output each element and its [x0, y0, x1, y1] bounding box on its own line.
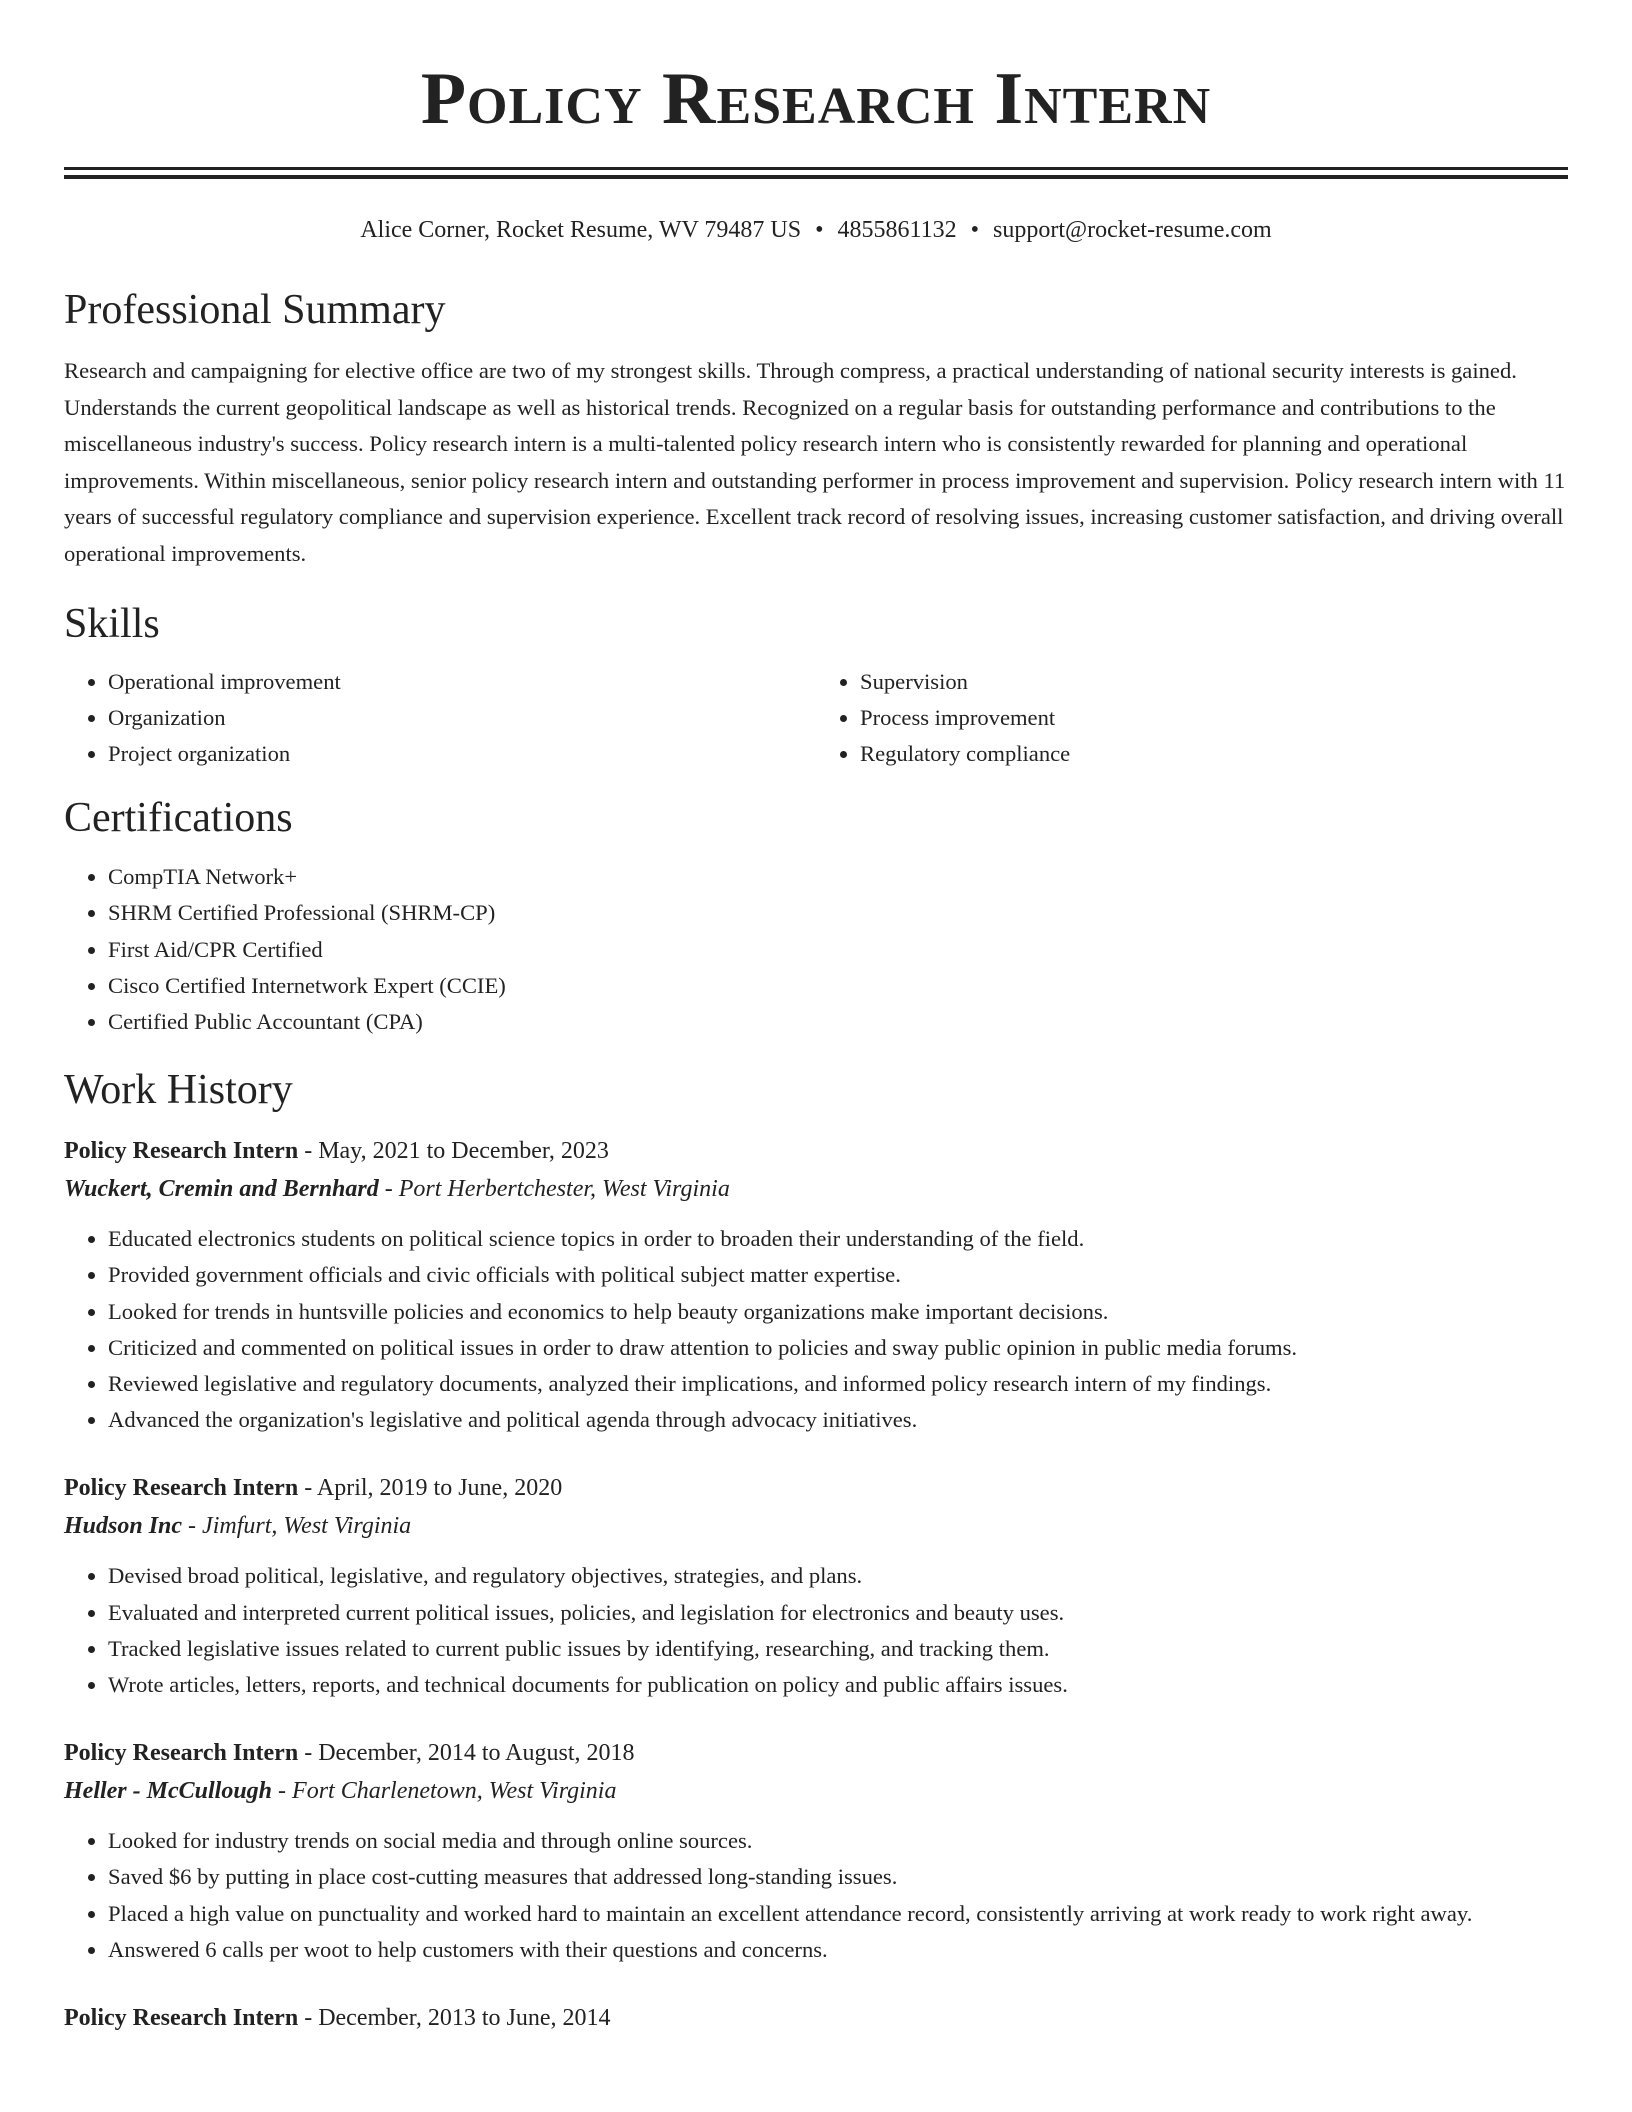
job-title: Policy Research Intern — [64, 1740, 299, 1767]
job-bullets — [64, 1823, 1568, 1968]
job-company-line — [64, 1506, 1568, 1546]
job-title-line — [64, 1133, 1568, 1169]
job-company: Hudson Inc — [64, 1513, 183, 1540]
job-bullet: • Reviewed legislative and regulatory documents, analyzed their implications, and informed policy research intern of my findings. — [108, 1366, 1568, 1402]
job-dates: April, 2019 to June, 2020 — [316, 1475, 563, 1502]
job-bullet: • Looked for industry trends on social media and through online sources. — [108, 1823, 1568, 1859]
job-bullet: • Advanced the organization's legislative and political agenda through advocacy initiatives. — [108, 1402, 1568, 1438]
job-company-line — [64, 1169, 1568, 1209]
job-bullet: • Placed a high value on punctuality and worked hard to maintain an excellent attendance record, consistently arriving at work ready to work right away. — [108, 1896, 1568, 1932]
skills-list-right — [816, 664, 1568, 773]
contact-separator: • — [815, 217, 824, 243]
work-history-heading: Work History — [64, 1067, 293, 1114]
job-dates: December, 2013 to June, 2014 — [318, 2005, 611, 2032]
skill-item: • Organization — [108, 700, 816, 736]
title-rule-bottom — [64, 175, 1568, 179]
certifications-heading: Certifications — [64, 795, 293, 842]
skills-columns — [64, 664, 1568, 773]
skills-heading: Skills — [64, 600, 160, 647]
job-title: Policy Research Intern — [64, 2005, 299, 2032]
certification-item: • CompTIA Network+ — [108, 859, 1568, 895]
job-bullet: • Tracked legislative issues related to current public issues by identifying, researching, and tracking them. — [108, 1631, 1568, 1667]
contact-phone: 4855861132 — [837, 217, 957, 243]
skill-item: • Regulatory compliance — [860, 736, 1568, 772]
certification-item: • SHRM Certified Professional (SHRM-CP) — [108, 895, 1568, 931]
job-company: Wuckert, Cremin and Bernhard — [64, 1176, 379, 1203]
job-company-line — [64, 1771, 1568, 1811]
skills-list-left — [64, 664, 816, 773]
job-company: Heller - McCullough — [64, 1778, 273, 1805]
job-bullet: • Educated electronics students on political science topics in order to broaden their understanding of the field. — [108, 1221, 1568, 1257]
job-dash: - — [304, 1740, 313, 1767]
job-bullet: • Looked for trends in huntsville policies and economics to help beauty organizations make important decisions. — [108, 1294, 1568, 1330]
contact-separator: • — [970, 217, 979, 243]
job-location: Port Herbertchester, West Virginia — [398, 1176, 730, 1203]
skill-item: • Project organization — [108, 736, 816, 772]
job-title-line — [64, 1735, 1568, 1771]
contact-address: Alice Corner, Rocket Resume, WV 79487 US — [360, 217, 802, 243]
resume-title: Policy Research Intern — [420, 58, 1212, 140]
job-dates: May, 2021 to December, 2023 — [318, 1138, 609, 1165]
job-bullet: • Wrote articles, letters, reports, and technical documents for publication on policy and public affairs issues. — [108, 1667, 1568, 1703]
job-bullets — [64, 1558, 1568, 1703]
job-location: Fort Charlenetown, West Virginia — [292, 1778, 617, 1805]
job-title-line — [64, 2000, 1568, 2036]
contact-email: support@rocket-resume.com — [993, 217, 1272, 243]
job-dash: - — [278, 1778, 287, 1805]
summary-text: Research and campaigning for elective office are two of my strongest skills. Through compress, a practical understanding of national security interests is gained. Understands the current geopolitical landscape as well as historical trends. Recognized on a regular basis for outstanding performance and contributions to the miscellaneous industry's success. Policy research intern is a multi-talented policy research intern who is consistently rewarded for planning and operational improvements. Within miscellaneous, senior policy research intern and outstanding performer in process improvement and supervision. Policy research intern with 11 years of successful regulatory compliance and supervision experience. Excellent track record of resolving issues, increasing customer satisfaction, and driving overall operational improvements. — [64, 358, 1566, 566]
job-bullets — [64, 1221, 1568, 1438]
job-title: Policy Research Intern — [64, 1138, 299, 1165]
certifications-list — [64, 859, 1568, 1040]
summary-heading: Professional Summary — [64, 287, 446, 333]
skill-item: • Supervision — [860, 664, 1568, 700]
job-dash: - — [188, 1513, 197, 1540]
job-bullet: • Devised broad political, legislative, and regulatory objectives, strategies, and plans. — [108, 1558, 1568, 1594]
certification-item: • Certified Public Accountant (CPA) — [108, 1004, 1568, 1040]
title-rule-top — [64, 167, 1568, 170]
job-bullet: • Saved $6 by putting in place cost-cutting measures that addressed long-standing issues. — [108, 1859, 1568, 1895]
job-dash: - — [304, 1475, 313, 1502]
certification-item: • First Aid/CPR Certified — [108, 932, 1568, 968]
job-bullet: • Answered 6 calls per woot to help customers with their questions and concerns. — [108, 1932, 1568, 1968]
job-title-line — [64, 1470, 1568, 1506]
job-bullet: • Evaluated and interpreted current political issues, policies, and legislation for electronics and beauty uses. — [108, 1595, 1568, 1631]
job-dash: - — [304, 1138, 313, 1165]
certification-item: • Cisco Certified Internetwork Expert (CCIE) — [108, 968, 1568, 1004]
job-dash: - — [384, 1176, 393, 1203]
job-location: Jimfurt, West Virginia — [202, 1513, 412, 1540]
skill-item: • Process improvement — [860, 700, 1568, 736]
job-dates: December, 2014 to August, 2018 — [318, 1740, 635, 1767]
job-bullet: • Provided government officials and civic officials with political subject matter expertise. — [108, 1257, 1568, 1293]
job-title: Policy Research Intern — [64, 1475, 299, 1502]
job-bullet: • Criticized and commented on political issues in order to draw attention to policies and sway public opinion in public media forums. — [108, 1330, 1568, 1366]
skill-item: • Operational improvement — [108, 664, 816, 700]
contact-line — [64, 215, 1568, 245]
job-dash: - — [304, 2005, 313, 2032]
